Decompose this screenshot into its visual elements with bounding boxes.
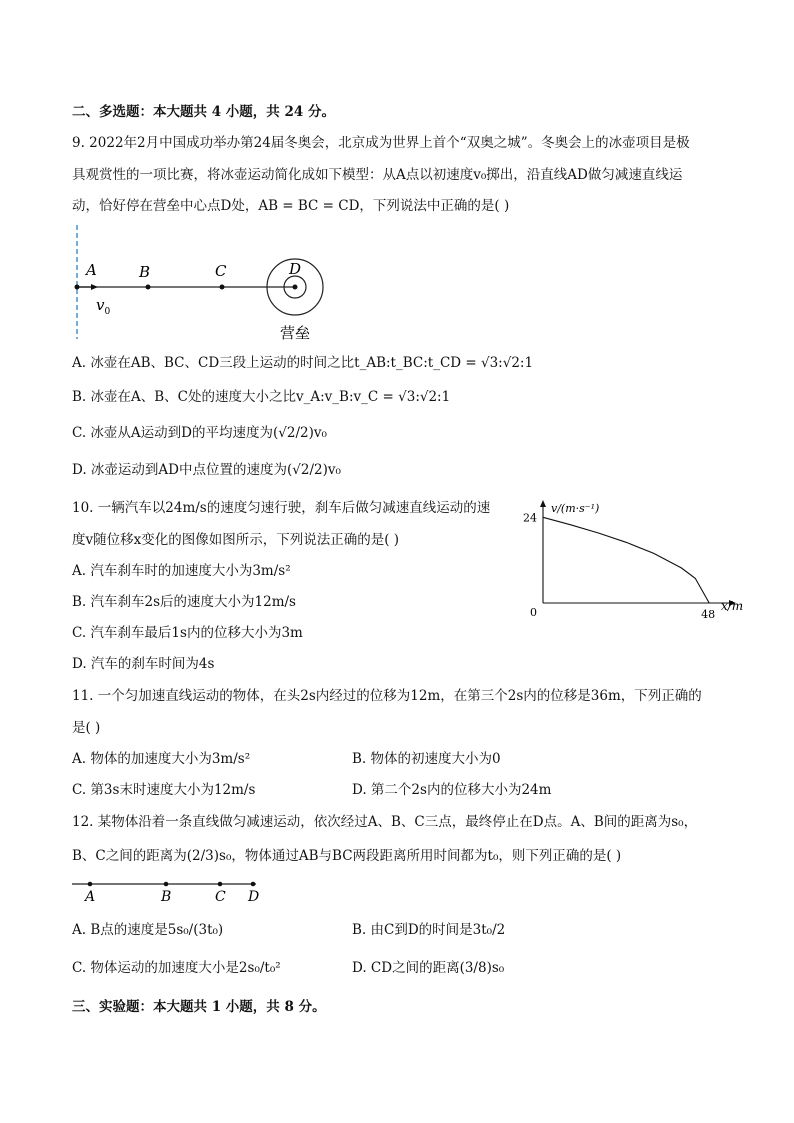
- label-b: B: [139, 263, 151, 281]
- q10-stem-line-1: 10. 一辆汽车以24m/s的速度匀速行驶，刹车后做匀减速直线运动的速: [72, 500, 491, 516]
- label-camp: 营垒: [280, 324, 311, 342]
- label-c: C: [215, 262, 227, 280]
- origin-tick-label: 0: [530, 606, 537, 619]
- q12-points-diagram: [70, 876, 270, 906]
- q11-option-a: A. 物体的加速度大小为3m/s²: [72, 751, 251, 767]
- q9-option-b: B. 冰壶在A、B、C处的速度大小之比v_A:v_B:v_C = √3:√2:1: [72, 389, 451, 405]
- q9-stem-line-3: 动，恰好停在营垒中心点D处，AB = BC = CD，下列说法中正确的是( ): [72, 198, 510, 214]
- q11-stem-line-1: 11. 一个匀加速直线运动的物体，在头2s内经过的位移为12m，在第三个2s内的位移是36m，下列正确的: [72, 688, 702, 704]
- section-header-experiment: 三、实验题：本大题共 1 小题，共 8 分。: [72, 999, 326, 1015]
- point-b-dot: [146, 285, 151, 290]
- q12-label-b: B: [161, 889, 172, 905]
- q12-option-a: A. B点的速度是5s₀/(3t₀): [72, 922, 224, 938]
- q10-option-b: B. 汽车刹车2s后的速度大小为12m/s: [72, 594, 296, 610]
- point-c-dot: [220, 285, 225, 290]
- q12-option-c: C. 物体运动的加速度大小是2s₀/t₀²: [72, 960, 281, 976]
- section-header-multiple-choice: 二、多选题：本大题共 4 小题，共 24 分。: [72, 104, 335, 120]
- q11-option-c: C. 第3s末时速度大小为12m/s: [72, 782, 256, 798]
- q11-option-d: D. 第二个2s内的位移大小为24m: [352, 782, 552, 798]
- q12-point-c-dot: [218, 882, 223, 887]
- y-axis-arrowhead: [540, 500, 546, 507]
- q11-option-b: B. 物体的初速度大小为0: [352, 751, 501, 767]
- x-axis-label: x/m: [721, 599, 744, 613]
- point-a-dot: [75, 285, 80, 290]
- y-axis-label: v/(m·s⁻¹): [551, 502, 600, 515]
- q10-option-a: A. 汽车刹车时的加速度大小为3m/s²: [72, 563, 291, 579]
- q12-point-d-dot: [251, 882, 256, 887]
- q9-option-a: A. 冰壶在AB、BC、CD三段上运动的时间之比t_AB:t_BC:t_CD = √3:√2:1: [72, 355, 534, 371]
- q9-stem-line-1: 9. 2022年2月中国成功举办第24届冬奥会，北京成为世界上首个“双奥之城”。冬奥会上的冰壶项目是极: [72, 135, 690, 151]
- label-d: D: [289, 260, 302, 278]
- label-a: A: [86, 261, 97, 279]
- q9-option-d: D. 冰壶运动到AD中点位置的速度为(√2/2)v₀: [72, 462, 341, 478]
- q10-option-c: C. 汽车刹车最后1s内的位移大小为3m: [72, 625, 303, 641]
- q12-point-b-dot: [164, 882, 169, 887]
- q12-point-a-dot: [88, 882, 93, 887]
- q12-stem-line-1: 12. 某物体沿着一条直线做匀减速运动，依次经过A、B、C三点，最终停止在D点。A、B间的距离为s₀，: [72, 814, 698, 830]
- q12-stem-line-2: B、C之间的距离为(2/3)s₀，物体通过AB与BC两段距离所用时间都为t₀，则下列正确的是( ): [72, 848, 622, 864]
- q12-label-d: D: [248, 889, 260, 905]
- q9-curling-diagram: [60, 222, 360, 342]
- q12-label-c: C: [215, 889, 226, 905]
- q9-option-c: C. 冰壶从A运动到D的平均速度为(√2/2)v₀: [72, 425, 327, 441]
- q10-velocity-displacement-chart: [518, 497, 744, 627]
- velocity-curve: [543, 517, 709, 603]
- velocity-arrowhead: [91, 284, 98, 290]
- x-tick-label: 48: [701, 608, 716, 621]
- y-tick-label: 24: [523, 511, 537, 525]
- label-v0: $v_0$: [96, 296, 111, 317]
- q11-stem-line-2: 是( ): [72, 720, 101, 736]
- q10-stem-line-2: 度v随位移x变化的图像如图所示，下列说法正确的是( ): [72, 532, 400, 548]
- q10-option-d: D. 汽车的刹车时间为4s: [72, 656, 215, 672]
- q12-option-b: B. 由C到D的时间是3t₀/2: [352, 922, 506, 938]
- q9-stem-line-2: 具观赏性的一项比赛，将冰壶运动简化成如下模型：从A点以初速度v₀掷出，沿直线AD做匀减速直线运: [72, 167, 683, 183]
- q12-label-a: A: [85, 889, 96, 905]
- point-d-dot: [293, 285, 298, 290]
- q12-option-d: D. CD之间的距离(3/8)s₀: [352, 960, 505, 976]
